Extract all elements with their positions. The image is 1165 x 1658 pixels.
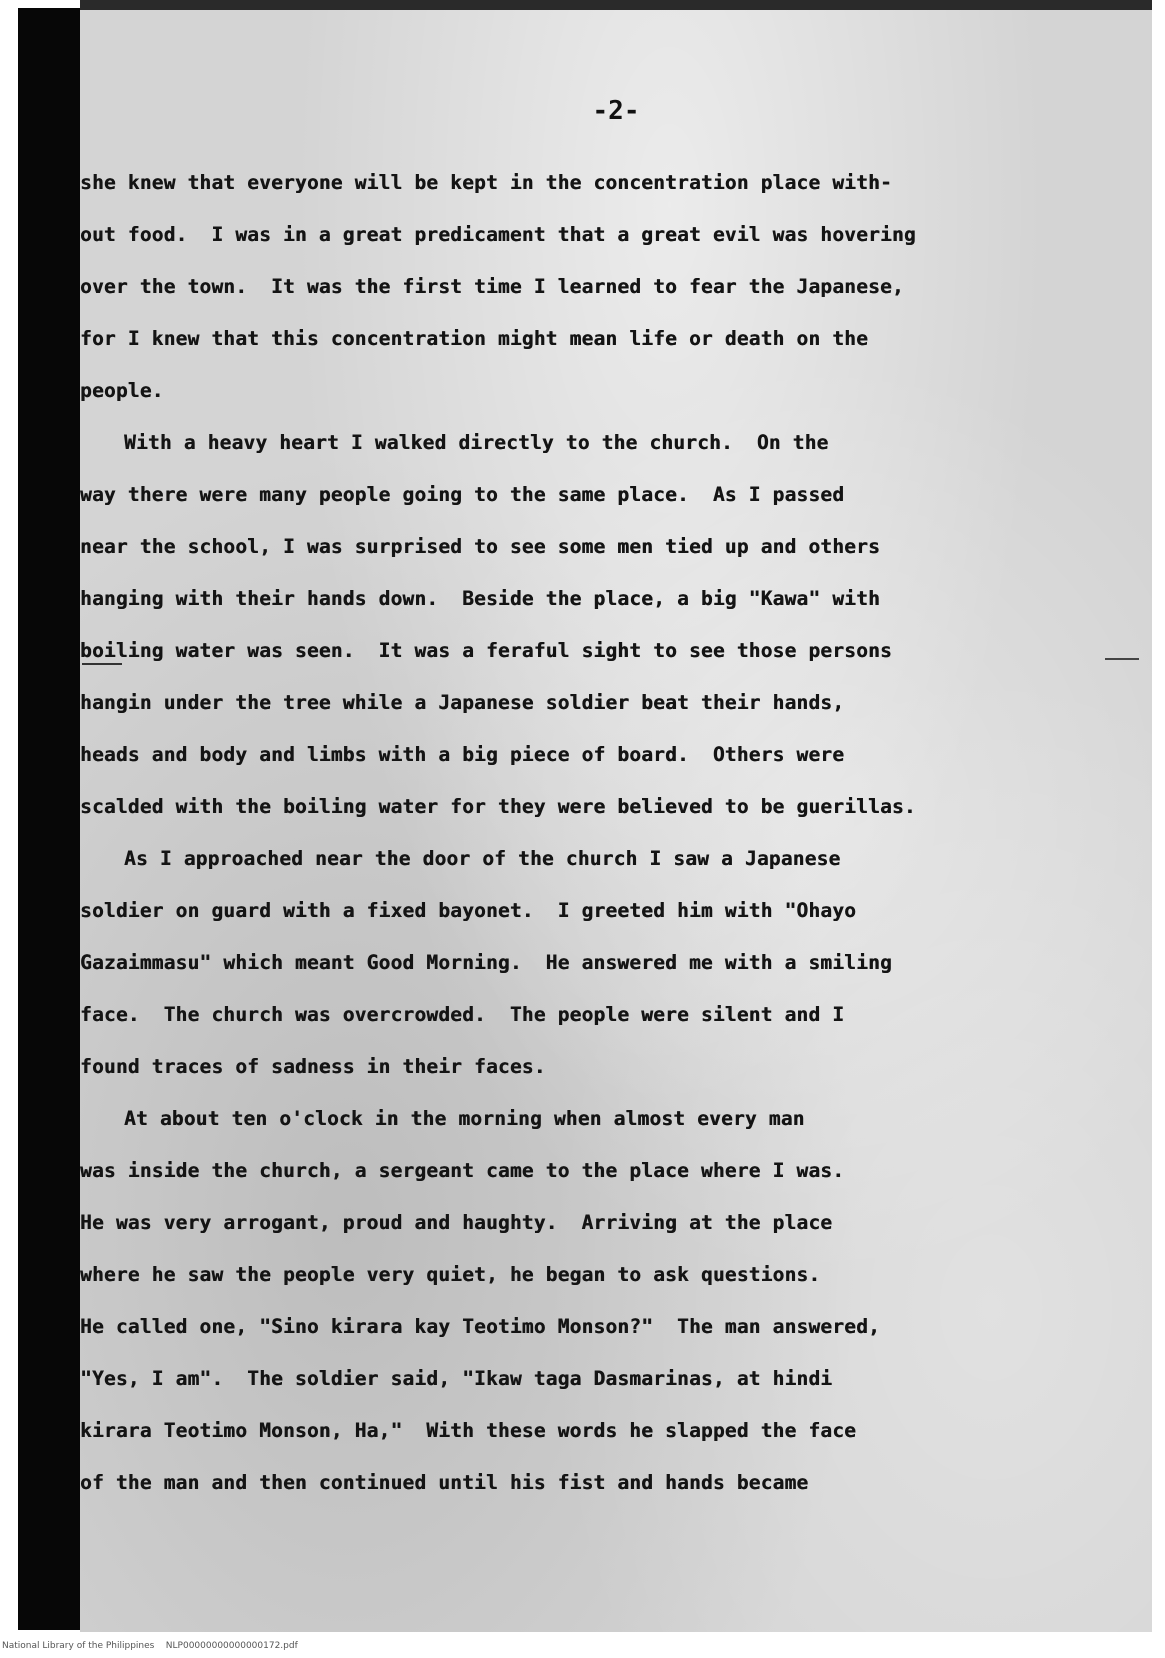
- text-line: He called one, "Sino kirara kay Teotimo Monson?" The man answered,: [80, 1315, 880, 1338]
- margin-mark: [1105, 658, 1139, 660]
- text-line: At about ten o'clock in the morning when almost every man: [124, 1107, 805, 1130]
- page-number: -2-: [592, 96, 640, 126]
- text-line: With a heavy heart I walked directly to the church. On the: [124, 431, 829, 454]
- text-line: over the town. It was the first time I learned to fear the Japanese,: [80, 275, 904, 298]
- scan-footer-credit: National Library of the Philippines NLP00000000000000172.pdf: [2, 1641, 298, 1651]
- text-line: scalded with the boiling water for they were believed to be guerillas.: [80, 795, 916, 818]
- text-line: kirara Teotimo Monson, Ha," With these words he slapped the face: [80, 1419, 857, 1442]
- text-line: heads and body and limbs with a big piece of board. Others were: [80, 743, 845, 766]
- strikethrough-mark: [82, 663, 122, 665]
- text-line: Gazaimmasu" which meant Good Morning. He answered me with a smiling: [80, 951, 892, 974]
- text-line: soldier on guard with a fixed bayonet. I greeted him with "Ohayo: [80, 899, 857, 922]
- text-line: near the school, I was surprised to see some men tied up and others: [80, 535, 880, 558]
- text-line: was inside the church, a sergeant came to the place where I was.: [80, 1159, 845, 1182]
- text-line: As I approached near the door of the church I saw a Japanese: [124, 847, 841, 870]
- text-line: hanging with their hands down. Beside the place, a big "Kawa" with: [80, 587, 880, 610]
- text-line: she knew that everyone will be kept in the concentration place with-: [80, 171, 892, 194]
- typewritten-page: [80, 10, 1152, 1632]
- text-line: boiling water was seen. It was a feraful sight to see those persons: [80, 639, 892, 662]
- text-line: way there were many people going to the same place. As I passed: [80, 483, 845, 506]
- page-body-text: [80, 167, 1152, 1519]
- text-line: out food. I was in a great predicament that a great evil was hovering: [80, 223, 916, 246]
- text-line: face. The church was overcrowded. The people were silent and I: [80, 1003, 845, 1026]
- scan-binding-edge: [18, 8, 80, 1630]
- text-line: found traces of sadness in their faces.: [80, 1055, 546, 1078]
- text-line: "Yes, I am". The soldier said, "Ikaw taga Dasmarinas, at hindi: [80, 1367, 833, 1390]
- text-line: where he saw the people very quiet, he began to ask questions.: [80, 1263, 821, 1286]
- text-line: for I knew that this concentration might mean life or death on the: [80, 327, 869, 350]
- text-line: people.: [80, 379, 164, 402]
- text-line: hangin under the tree while a Japanese soldier beat their hands,: [80, 691, 845, 714]
- text-line: He was very arrogant, proud and haughty. Arriving at the place: [80, 1211, 833, 1234]
- text-line: of the man and then continued until his fist and hands became: [80, 1471, 809, 1494]
